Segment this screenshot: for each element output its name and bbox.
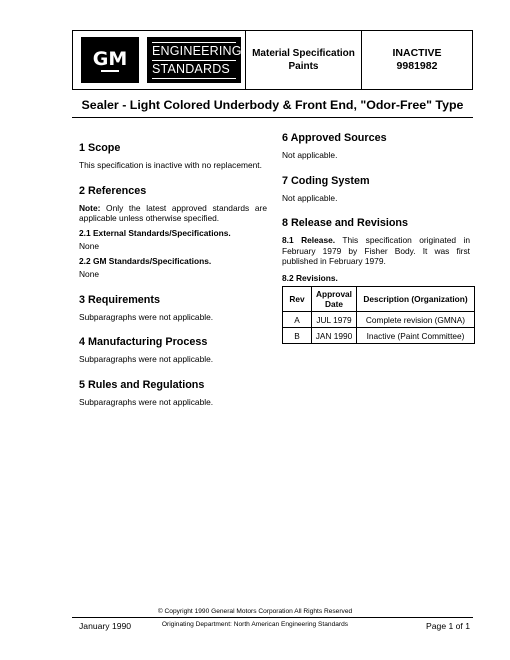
section-coding-heading: 7 Coding System (282, 174, 370, 187)
release-label: 8.1 Release. (282, 235, 336, 245)
revisions-table (282, 286, 475, 344)
table-row (283, 312, 475, 328)
section-rules-text: Subparagraphs were not applicable. (79, 396, 214, 407)
cell-rev: B (283, 328, 312, 344)
document-title: Sealer - Light Colored Underbody & Front End, "Odor-Free" Type (81, 98, 464, 112)
section-manufacturing-text: Subparagraphs were not applicable. (79, 354, 214, 364)
note-label: Note: (79, 202, 101, 213)
note-text: Only the latest approved standards are applicable unless otherwise specified. (79, 202, 267, 223)
title-rule (72, 117, 473, 118)
release-paragraph (282, 235, 470, 267)
footer-copyright: © Copyright 1990 General Motors Corporation All Rights Reserved (157, 608, 353, 615)
cell-rev: A (283, 312, 312, 328)
references-gm-heading: 2.2 GM Standards/Specifications. (79, 255, 212, 266)
references-gm-text: None (79, 269, 100, 279)
section-scope-text: This specification is inactive with no replacement. (79, 160, 262, 170)
section-release-heading: 8 Release and Revisions (282, 217, 409, 229)
release-text: This specification originated in February 1979 by Fisher Body. It was first published in February 1979. (282, 235, 470, 266)
table-row (283, 328, 475, 344)
header-status (362, 31, 472, 89)
header-box (72, 30, 473, 90)
spec-number: 9981982 (396, 60, 438, 72)
header-logos (73, 31, 246, 89)
gm-logo-underline (101, 70, 119, 72)
cell-date: JUL 1979 (312, 312, 357, 328)
revisions-heading: 8.2 Revisions. (282, 272, 338, 283)
section-manufacturing-heading: 4 Manufacturing Process (79, 336, 208, 348)
section-sources-heading: 6 Approved Sources (282, 132, 387, 144)
left-column (79, 142, 267, 407)
footer-page-number: Page 1 of 1 (426, 621, 470, 631)
references-external-text: None (79, 241, 100, 251)
spec-type-line1: Material Specification (252, 48, 355, 59)
status-label: INACTIVE (392, 47, 442, 59)
cell-description: Inactive (Paint Committee) (357, 328, 475, 344)
footer-date: January 1990 (79, 621, 132, 631)
references-external-heading: 2.1 External Standards/Specifications. (79, 227, 231, 238)
footer-department: Originating Department: North American Engineering Standards (161, 621, 349, 628)
references-note (79, 203, 267, 224)
section-requirements-text: Subparagraphs were not applicable. (79, 311, 214, 322)
col-header-rev: Rev (283, 287, 312, 312)
revisions-header-row (283, 287, 475, 312)
badge-engineering: ENGINEERING (152, 42, 236, 61)
section-coding-text: Not applicable. (282, 192, 338, 203)
gm-logo-text: GM (92, 48, 128, 70)
col-header-approval-date: Approval Date (312, 287, 357, 312)
section-references-heading: 2 References (79, 184, 147, 197)
col-header-description: Description (Organization) (357, 287, 475, 312)
footer-rule (72, 617, 473, 618)
spec-type-line2: Paints (288, 61, 319, 72)
header-spec-type (246, 31, 362, 89)
cell-date: JAN 1990 (312, 328, 357, 344)
badge-standards: STANDARDS (152, 61, 236, 79)
section-sources-text: Not applicable. (282, 150, 338, 160)
cell-description: Complete revision (GMNA) (357, 312, 475, 328)
gm-logo (81, 37, 139, 83)
engineering-standards-badge (147, 37, 241, 83)
section-rules-heading: 5 Rules and Regulations (79, 378, 205, 391)
section-scope-heading: 1 Scope (79, 142, 121, 154)
section-requirements-heading: 3 Requirements (79, 293, 161, 306)
right-column (282, 132, 470, 344)
